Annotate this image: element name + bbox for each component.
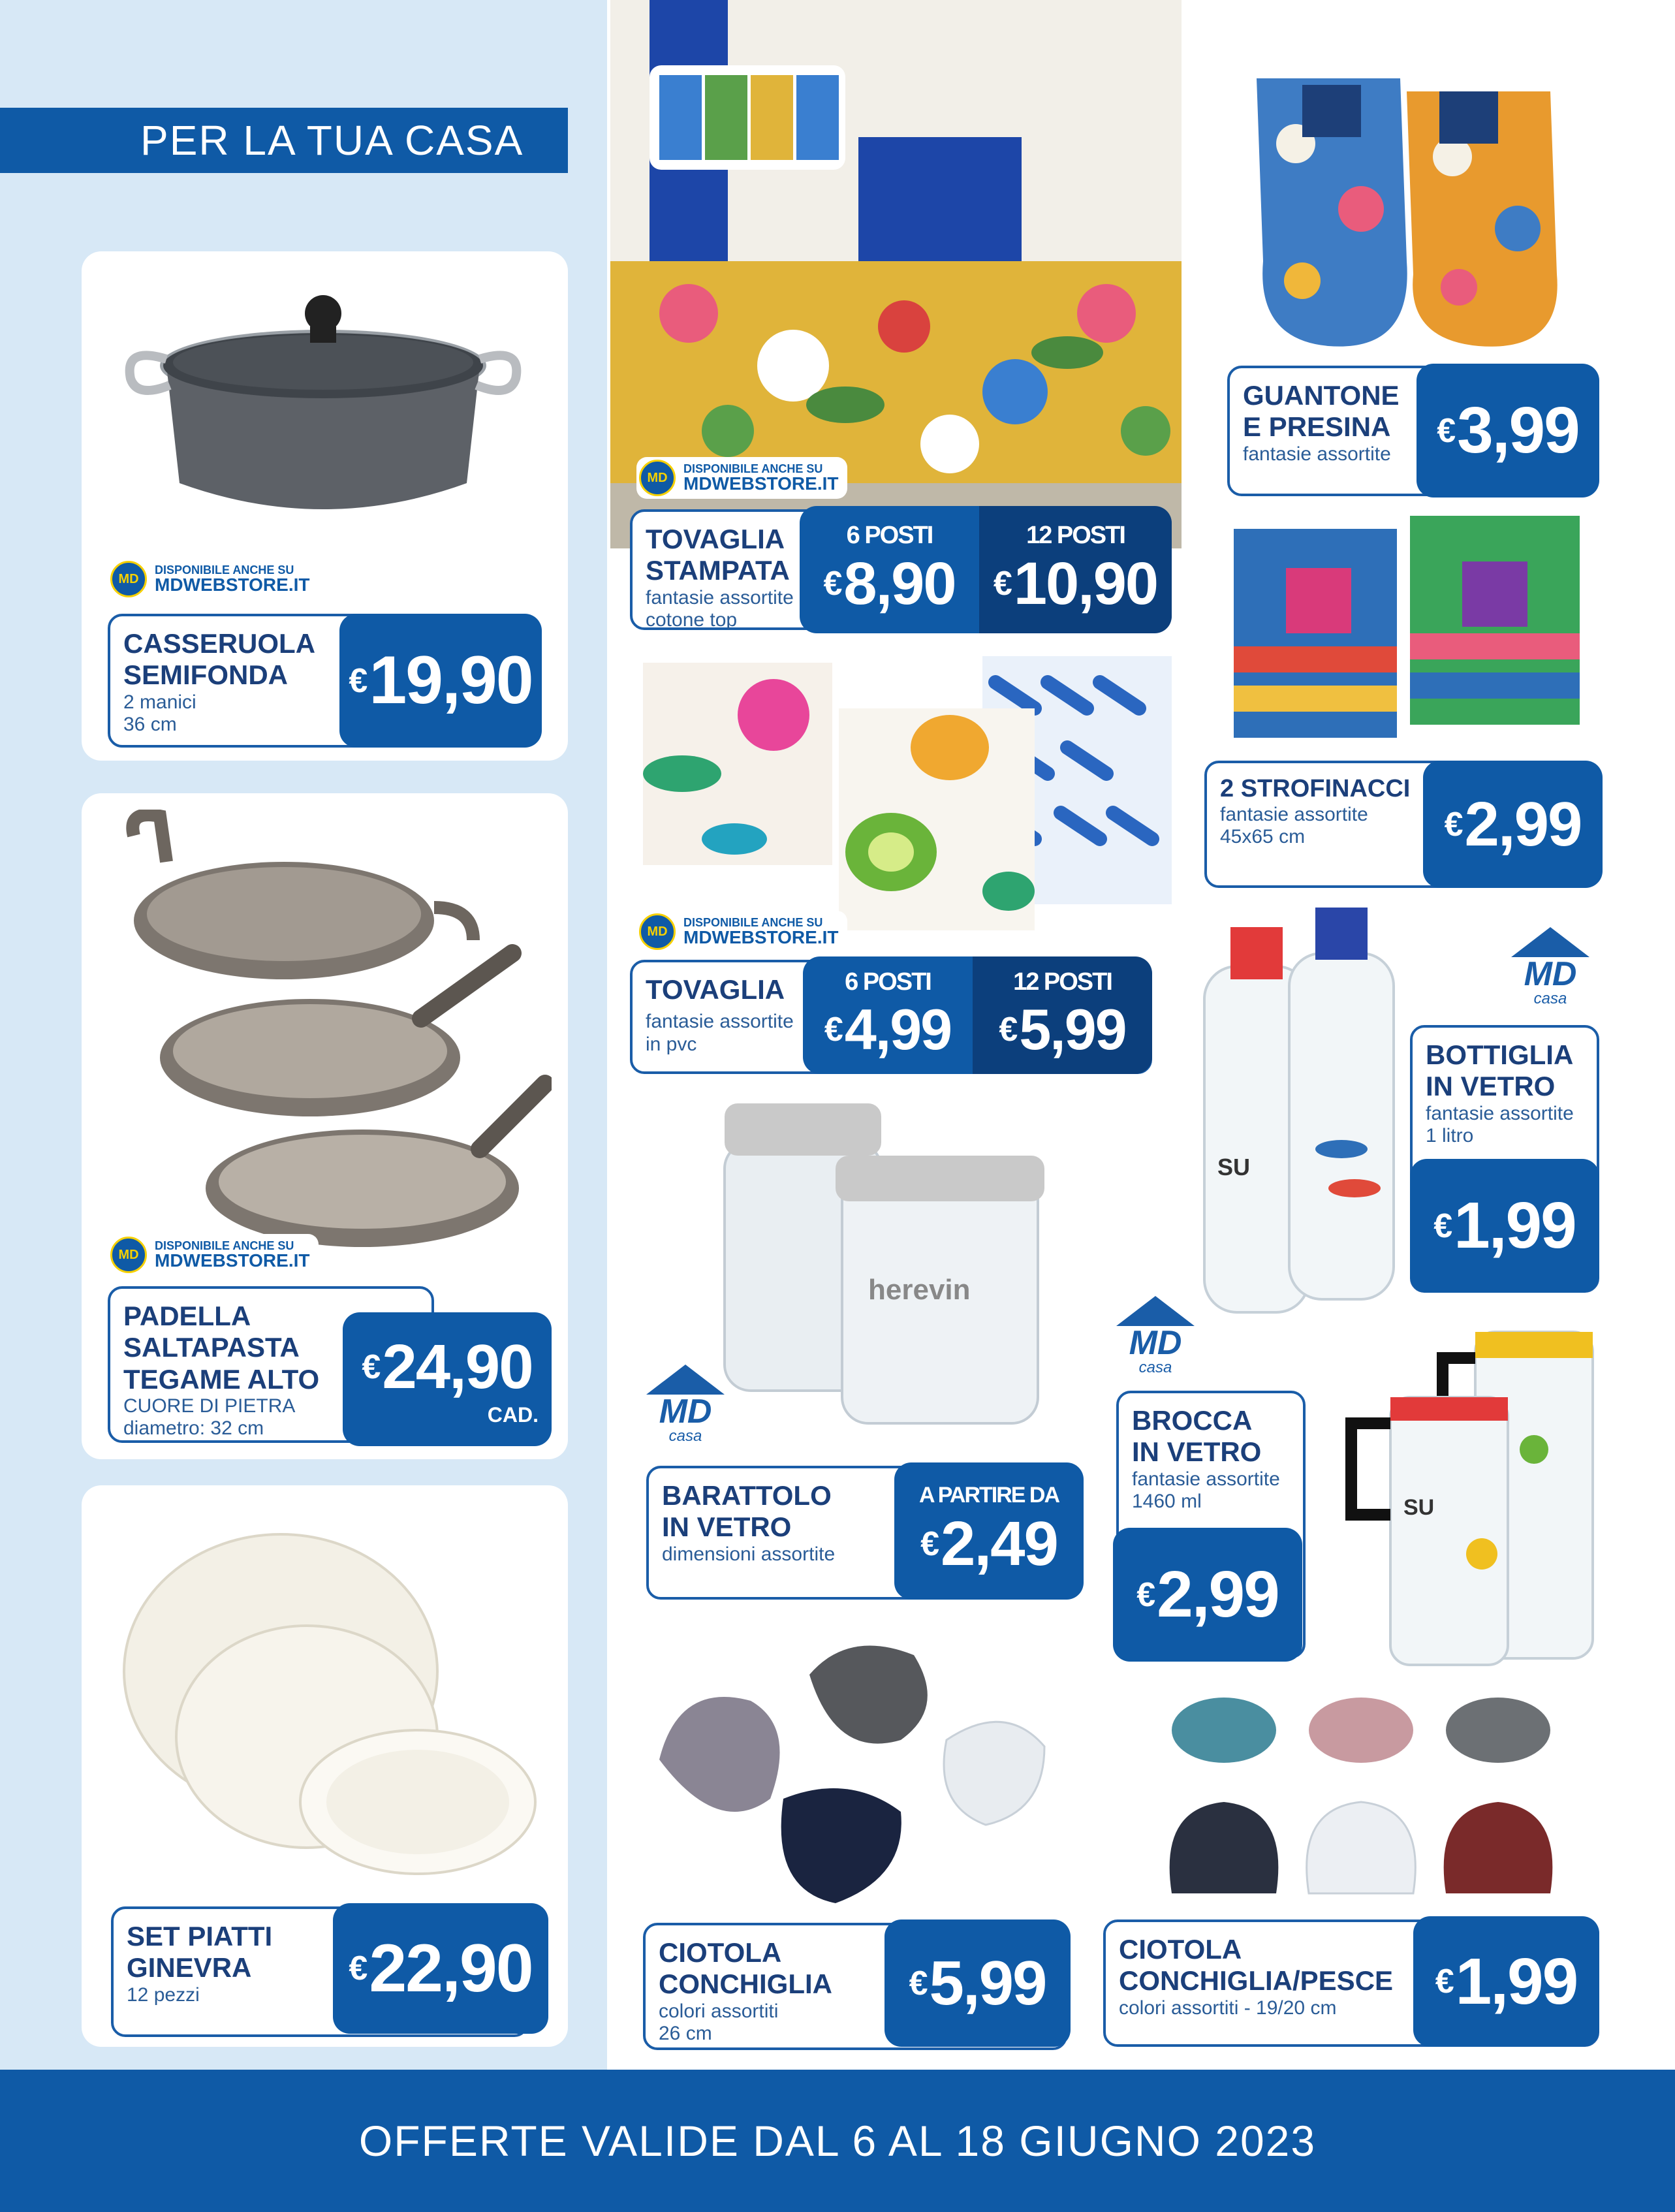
md-casa-logo — [636, 1365, 734, 1456]
currency: € — [349, 1950, 367, 1987]
product-name: BARATTOLO — [662, 1480, 832, 1511]
currency: € — [823, 565, 841, 603]
badge-line1: DISPONIBILE ANCHE SU — [155, 563, 294, 577]
padella-price — [343, 1312, 552, 1446]
barattolo-image — [712, 1103, 1057, 1430]
svg-text:herevin: herevin — [868, 1274, 971, 1306]
product-name: BOTTIGLIA — [1426, 1039, 1574, 1070]
option-label: 6 POSTI — [846, 521, 933, 549]
product-name: CASSERUOLA — [123, 628, 316, 659]
price-value: 2,49 — [941, 1508, 1057, 1579]
svg-text:SU: SU — [1403, 1495, 1435, 1520]
price-value: 5,99 — [929, 1948, 1046, 2018]
brand-casa: casa — [668, 1427, 702, 1445]
house-icon — [646, 1365, 725, 1395]
product-name: CIOTOLA — [1119, 1934, 1242, 1965]
price-value: 4,99 — [844, 996, 952, 1062]
product-name: TOVAGLIA — [646, 524, 785, 554]
currency: € — [1444, 805, 1462, 844]
piatti-image — [111, 1521, 542, 1913]
product-name: CIOTOLA — [659, 1937, 782, 1968]
strofinacci-price — [1423, 761, 1603, 888]
product-name: SEMIFONDA — [123, 659, 288, 691]
currency: € — [993, 565, 1011, 603]
ciotola-conchiglia-image — [640, 1629, 1057, 1929]
md-logo-icon: MD — [110, 561, 147, 597]
badge-line2: MDWEBSTORE.IT — [155, 575, 310, 595]
price-value: 10,90 — [1013, 550, 1158, 617]
md-logo-icon: MD — [639, 913, 676, 950]
currency: € — [1136, 1575, 1155, 1614]
currency: € — [1433, 1207, 1452, 1245]
option-label: 12 POSTI — [1013, 968, 1112, 996]
product-name: STAMPATA — [646, 555, 790, 586]
price-value: 24,90 — [382, 1332, 533, 1402]
product-desc: fantasie assortite — [646, 1011, 794, 1033]
brand-casa: casa — [1138, 1359, 1172, 1376]
product-desc: colori assortiti — [659, 2000, 779, 2022]
md-logo-icon: MD — [639, 460, 676, 496]
product-desc: fantasie assortite — [1426, 1102, 1574, 1124]
product-name: CONCHIGLIA — [659, 1968, 832, 2000]
piatti-price — [333, 1903, 548, 2034]
option-label: 6 POSTI — [845, 968, 931, 996]
product-desc: 36 cm — [123, 714, 177, 736]
option-label: 12 POSTI — [1026, 521, 1125, 549]
price-value: 22,90 — [369, 1930, 533, 2006]
badge-line2: MDWEBSTORE.IT — [155, 1250, 310, 1271]
product-desc: 1 litro — [1426, 1125, 1474, 1147]
currency: € — [1435, 1963, 1453, 2000]
svg-text:SU: SU — [1217, 1154, 1251, 1180]
bottiglia-price — [1410, 1159, 1599, 1293]
casseruola-image — [111, 287, 535, 548]
product-desc: dimensioni assortite — [662, 1543, 836, 1565]
house-icon — [1511, 927, 1589, 957]
tovaglia-pvc-image — [643, 643, 1185, 943]
product-desc: 45x65 cm — [1220, 826, 1306, 848]
price-value: 1,99 — [1454, 1189, 1576, 1262]
product-name: E PRESINA — [1243, 411, 1391, 443]
price-suffix: CAD. — [487, 1403, 539, 1427]
badge-line2: MDWEBSTORE.IT — [683, 473, 839, 494]
product-name: IN VETRO — [662, 1511, 792, 1543]
guantone-image — [1244, 65, 1583, 359]
currency: € — [909, 1964, 927, 2002]
product-name: BROCCA — [1132, 1405, 1253, 1436]
webstore-badge[interactable] — [108, 1234, 319, 1276]
product-name: IN VETRO — [1426, 1071, 1556, 1102]
bottiglia-image — [1191, 901, 1407, 1319]
house-icon — [1116, 1296, 1195, 1326]
badge-line1: DISPONIBILE ANCHE SU — [683, 462, 823, 475]
currency: € — [362, 1348, 380, 1386]
brocca-image — [1325, 1319, 1599, 1671]
webstore-badge[interactable] — [636, 911, 847, 953]
product-name: TEGAME ALTO — [123, 1363, 320, 1395]
product-desc: 26 cm — [659, 2023, 712, 2045]
product-name: PADELLA — [123, 1301, 251, 1331]
tovaglia-stampata-price-6 — [800, 506, 979, 633]
md-casa-logo — [1106, 1296, 1204, 1387]
guantone-price — [1417, 364, 1599, 498]
brocca-price — [1113, 1528, 1302, 1662]
badge-line1: DISPONIBILE ANCHE SU — [155, 1239, 294, 1252]
price-value: 5,99 — [1019, 996, 1126, 1062]
product-name: GUANTONE — [1243, 380, 1400, 411]
product-desc: fantasie assortite — [1220, 803, 1368, 825]
badge-line2: MDWEBSTORE.IT — [683, 927, 839, 947]
currency: € — [999, 1010, 1017, 1049]
ciotola-pesce-price — [1413, 1916, 1599, 2047]
brand-md: MD — [1524, 955, 1577, 993]
product-desc: fantasie assortite — [1243, 443, 1391, 465]
product-name: CONCHIGLIA/PESCE — [1119, 1965, 1394, 1997]
product-desc: fantasie assortite — [1132, 1468, 1280, 1490]
barattolo-price — [894, 1462, 1084, 1600]
product-desc: CUORE DI PIETRA — [123, 1395, 296, 1417]
price-value: 3,99 — [1457, 394, 1579, 467]
currency: € — [349, 661, 367, 700]
from-label: A PARTIRE DA — [919, 1482, 1059, 1508]
price-value: 1,99 — [1455, 1944, 1578, 2018]
md-casa-logo — [1501, 927, 1599, 1019]
casseruola-price — [339, 614, 542, 748]
footer-validity: OFFERTE VALIDE DAL 6 AL 18 GIUGNO 2023 — [0, 2070, 1675, 2212]
brand-md: MD — [659, 1393, 712, 1430]
strofinacci-image — [1227, 503, 1593, 744]
currency: € — [1437, 411, 1455, 450]
product-desc: diametro: 32 cm — [123, 1417, 264, 1440]
tovaglia-pvc-price-12 — [973, 956, 1152, 1074]
product-desc: colori assortiti - 19/20 cm — [1119, 1997, 1337, 2019]
product-desc: in pvc — [646, 1033, 697, 1055]
padella-image — [108, 810, 552, 1267]
badge-line1: DISPONIBILE ANCHE SU — [683, 916, 823, 929]
product-name: SET PIATTI — [127, 1921, 273, 1951]
webstore-badge[interactable] — [636, 457, 847, 499]
brand-casa: casa — [1533, 990, 1567, 1007]
product-name: IN VETRO — [1132, 1436, 1262, 1468]
product-name: GINEVRA — [127, 1952, 252, 1983]
price-value: 2,99 — [1464, 789, 1582, 859]
section-title: PER LA TUA CASA — [0, 108, 568, 173]
ciotola-pesce-image — [1146, 1691, 1576, 1920]
product-name: TOVAGLIA — [646, 974, 785, 1005]
price-value: 8,90 — [843, 550, 956, 617]
product-desc: 2 manici — [123, 691, 196, 713]
currency: € — [824, 1010, 842, 1049]
ciotola-conchiglia-price — [884, 1920, 1071, 2047]
product-name: 2 STROFINACCI — [1220, 775, 1411, 802]
webstore-badge[interactable] — [108, 558, 319, 600]
brand-md: MD — [1129, 1324, 1182, 1362]
tovaglia-pvc-price-6 — [803, 956, 973, 1074]
md-logo-icon: MD — [110, 1237, 147, 1273]
product-desc: 12 pezzi — [127, 1983, 200, 2006]
tovaglia-stampata-price-12 — [979, 506, 1172, 633]
product-desc: cotone top — [646, 609, 738, 631]
product-name: SALTAPASTA — [123, 1332, 300, 1363]
currency: € — [920, 1525, 939, 1563]
product-desc: 1460 ml — [1132, 1491, 1202, 1513]
price-value: 19,90 — [369, 642, 533, 718]
product-desc: fantasie assortite — [646, 586, 794, 608]
price-value: 2,99 — [1157, 1558, 1279, 1631]
